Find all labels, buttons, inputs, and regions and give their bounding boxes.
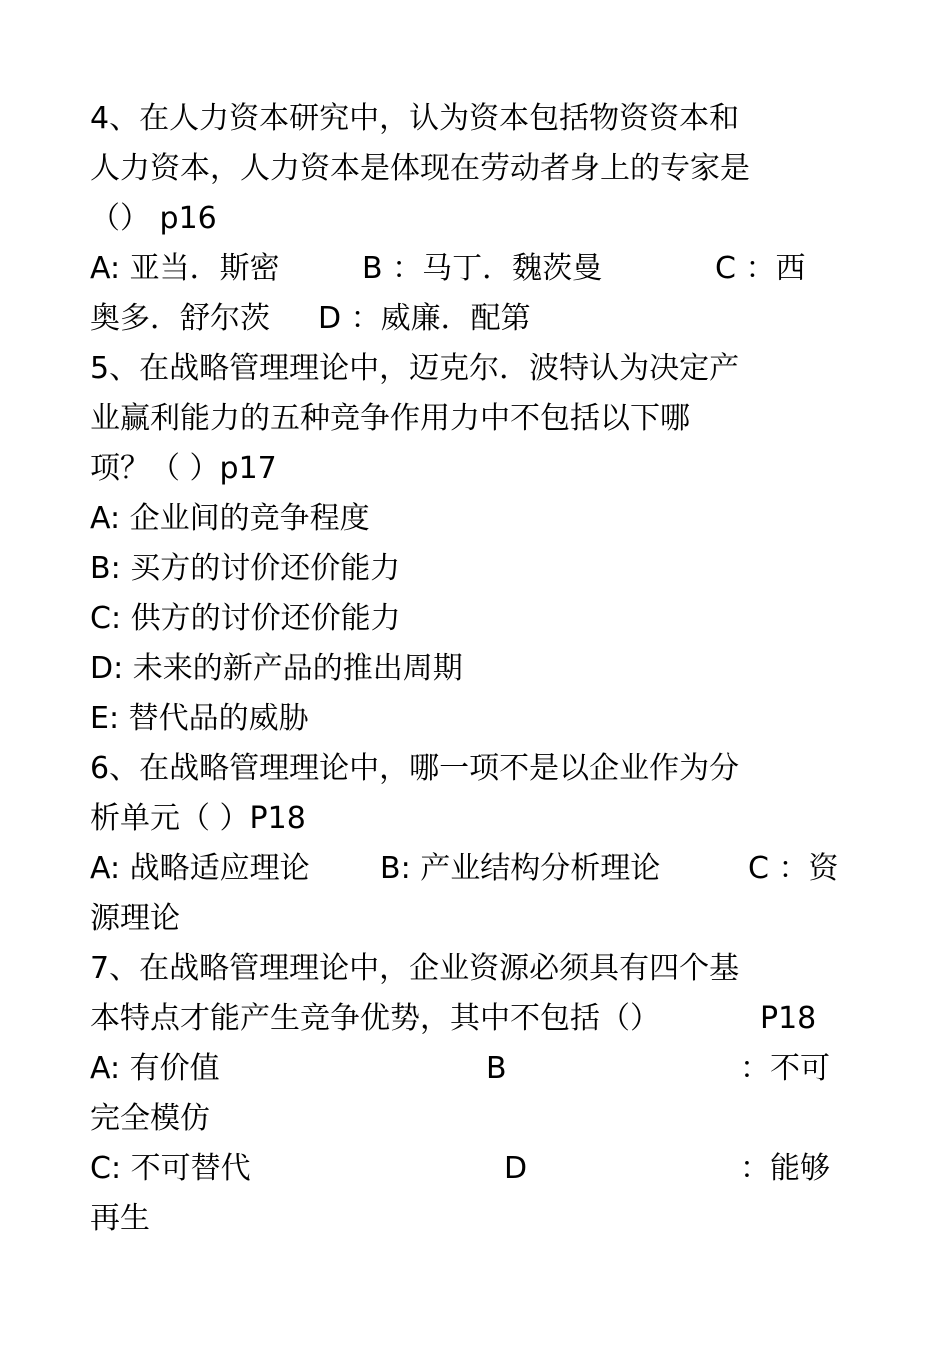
- q7-option-d-cont: 再生: [90, 1201, 150, 1236]
- q5-option-d: D: 未来的新产品的推出周期: [90, 651, 463, 686]
- q5-option-a: A: 企业间的竞争程度: [90, 501, 370, 536]
- q4-options-row-2: [90, 299, 860, 339]
- q6-line-1: 6、在战略管理理论中，哪一项不是以企业作为分: [90, 751, 740, 786]
- q7-option-a: A: 有价值: [90, 1051, 220, 1086]
- q5-option-b: B: 买方的讨价还价能力: [90, 551, 401, 586]
- q5-line-2: 业赢利能力的五种竞争作用力中不包括以下哪: [90, 401, 690, 436]
- q4-line-2: 人力资本，人力资本是体现在劳动者身上的专家是: [90, 151, 750, 186]
- q6-options-row: [90, 849, 860, 889]
- q4-option-a: A: 亚当．斯密: [90, 251, 280, 286]
- q5-line-3: 项？（ ）p17: [90, 451, 277, 486]
- q7-options-row-2: [90, 1149, 860, 1189]
- q4-line-1: 4、在人力资本研究中，认为资本包括物资资本和: [90, 101, 740, 136]
- q7-line-2: [90, 999, 860, 1039]
- q6-option-b: B: 产业结构分析理论: [380, 851, 661, 886]
- q7-option-c: C: 不可替代: [90, 1151, 251, 1186]
- q4-option-c-cont: 奥多．舒尔茨: [90, 301, 270, 336]
- q5-option-c: C: 供方的讨价还价能力: [90, 601, 401, 636]
- q4-line-3: （） p16: [90, 201, 217, 236]
- q7-option-b-text: ：不可: [740, 1051, 830, 1086]
- q4-option-c: C ：西: [715, 251, 806, 286]
- q6-option-c-cont: 源理论: [90, 901, 180, 936]
- q7-line-2-text: 本特点才能产生竞争优势，其中不包括（）: [90, 1001, 660, 1036]
- q7-options-row-1: [90, 1049, 860, 1089]
- q5-option-e: E: 替代品的威胁: [90, 701, 309, 736]
- q4-option-b: B ：马丁．魏茨曼: [362, 251, 603, 286]
- q4-options-row-1: [90, 249, 860, 289]
- q7-option-b-cont: 完全模仿: [90, 1101, 210, 1136]
- q7-page-ref: P18: [760, 1001, 817, 1036]
- q7-line-1: 7、在战略管理理论中，企业资源必须具有四个基: [90, 951, 740, 986]
- q5-line-1: 5、在战略管理理论中，迈克尔．波特认为决定产: [90, 351, 740, 386]
- q6-line-2: 析单元（ ）P18: [90, 801, 306, 836]
- q4-option-d: D ：威廉．配第: [318, 301, 531, 336]
- q7-option-b-letter: B: [486, 1051, 507, 1086]
- q7-option-d-letter: D: [504, 1151, 528, 1186]
- q7-option-d-text: ：能够: [740, 1151, 830, 1186]
- q6-option-a: A: 战略适应理论: [90, 851, 310, 886]
- q6-option-c: C ：资: [748, 851, 839, 886]
